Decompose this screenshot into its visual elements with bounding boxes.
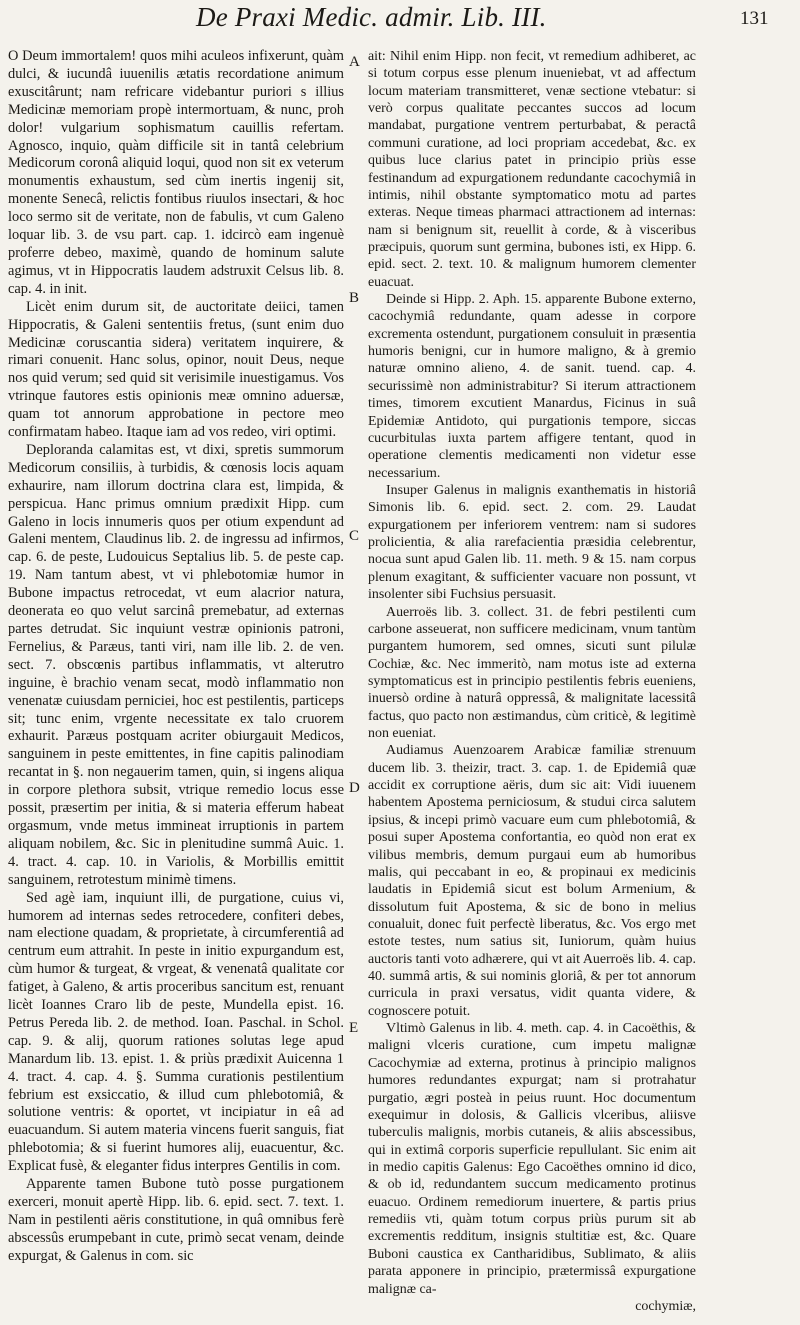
paragraph: Deinde si Hipp. 2. Aph. 15. apparente Bubone externo, cacochymiâ redundante, quam adesse in corpore excrementa ostendunt, purgationem consuluit in præsentia humoris benigni, cur in humore maligno, & à gremio naturæ omnino alieno, 4. de sanit. tuend. cap. 4. securissimè non administrabitur? Si iterum attractionem times, timorem excutient Manardus, Ficinus in suâ Epidemiæ Antidoto, qui purgationis tempore, siccas cucurbitulas iuxta partem affigere tentant, quod in operatione clementis medicamenti non videtur esse necessarium. xyxy=(368,292,696,481)
running-title: De Praxi Medic. admir. Lib. III. xyxy=(196,2,547,32)
margin-letter-b: B xyxy=(349,290,360,306)
paragraph: Licèt enim durum sit, de auctoritate deiici, tamen Hippocratis, & Galeni sententiis fretus, (sunt enim duo Medicinæ coruscantia sidera) veritatem inquirere, & rimari conuenit. Hanc solus, opinor, nouit Deus, neque nos quid verum; sed quid sit verisimile inuestigamus. Vos vtrinque fautores estis opinionis meæ omnino aduersæ, quam tot annorum approbatione in pectore meo confirmatam habeo. Itaque iam ad vos redeo, viri optimi. xyxy=(8,298,344,441)
catchword: cochymiæ, xyxy=(635,1298,696,1314)
paragraph: O Deum immortalem! quos mihi aculeos infixerunt, quàm dulci, & iucundâ iuuenilis ætatis recordatione animum exuscitârunt; nam refricare videbantur puriori s illius Medicinæ memoriam propè intermortuam, & nunc, proh dolor! vulgarium sophismatum cauillis refertam. Agnosco, inquio, quàm difficile sit in tantâ celebrium Medicorum coronâ aliquid loqui, quod non sit ex veterum monumentis exhaustum, sed cùm inertis ingenij sit, monente Senecâ, relictis fontibus riuulos insectari, & hoc loco sermo sit de veritate, non de fabulis, vt cum Galeno loquar lib. 3. de vsu part. cap. 1. idcircò eam ingenuè proferre debeo, maximè, quando de hominum salute agimus, vt in Hippocratis laudem adstruxit Celsus lib. 8. cap. 4. in init. xyxy=(8,48,344,297)
margin-letter-e: E xyxy=(349,1020,359,1036)
page-number: 131 xyxy=(740,8,769,29)
paragraph: Sed agè iam, inquiunt illi, de purgatione, cuius vi, humorem ad internas sedes retrocedere, confiteri debes, nam electione quadam, & proprietate, à circumferentiâ ad centrum eum attrahit. In peste in initio expurgandum est, cùm humor & turgeat, & vrgeat, & venenatâ qualitate cor fatiget, à Galeno, & artis proceribus sancitum est, renuant licèt Ioannes Craro lib de peste, Mundella epist. 16. Petrus Pereda lib. 2. de method. Ioan. Paschal. in Schol. cap. 9. & alij, quorum rationes solutas lege apud Manardum lib. 13. epist. 1. & priùs prædixit Auicenna 1 4. tract. 4. cap. 4. §. Summa curationis pestilentium febrium est exsiccatio, & illud cum phlebotomiâ, & solutione ventris: & oportet, vt incipiatur in eâ ad euacuandum. Si autem materia vincens fuerit sanguis, fiat phlebotomia; & si fuerint humores alij, euacuentur, &c. Explicat fusè, & eleganter fidus interpres Gentilis in com. xyxy=(8,889,344,1175)
margin-letter-a: A xyxy=(349,54,360,70)
paragraph: Audiamus Auenzoarem Arabicæ familiæ strenuum ducem lib. 3. theizir, tract. 3. cap. 1. de Epidemiâ quæ accidit ex corruptione aëris, dum sic ait: Vidi iuuenem habentem Apostema perniciosum, & studui circa salutem ipsius, & incepi primò vacuare eum cum phlebotomiâ, & posui super Apostema confortantia, eo quòd non erat ex vilibus membris, demum purgaui eum ab humoribus malis, qui peccabant in eo, & propinaui ex medicinis laudatis in Epidemiâ sicut est bolum Armenium, & dissolutum fuit Apostema, & sic de bono in melius conualuit, donec fuit perfectè liberatus, &c. Vos ergo met estote testes, num satius sit, Iuniorum, quàm huius auctoris tanti voto adhærere, qui vt ait Auerroës lib. 4. cap. 40. summâ artis, & sui nominis gloriâ, & per tot annorum curricula in praxi versatus, vidit quanta videre, & cognoscere potuit. xyxy=(368,743,696,1019)
paragraph: Vltimò Galenus in lib. 4. meth. cap. 4. in Cacoëthis, & maligni vlceris curatione, cum impetu malignæ Cacochymiæ ad externa, protinus à principio malignos humores redundantes expurgat; nam si protrahatur purgatio, ægri posteà in peius ruunt. Hoc documentum exequimur in dolosis, & Gallicis vlceribus, aliisve tuberculis malignis, morbis cutaneis, & aliis abscessibus, qui in extimâ corporis superficie repullulant. Sic enim ait in medio capitis Galenus: Ego Cacoëthes omnino id dico, & ob id, redundantem succum medicamento protinus euacuo. Ordinem remediorum inuertere, & partis prius remediis vti, quàm totum corpus priùs purum sit ab excrementis redditum, insignis stultitiæ est, &c. Quare Buboni caustica ex Cantharidibus, Sublimato, & aliis parata apponere in principio, prætermissâ expurgatione malignæ ca- xyxy=(368,1021,696,1297)
paragraph: Apparente tamen Bubone tutò posse purgationem exerceri, monuit apertè Hipp. lib. 6. epid. sect. 7. text. 1. Nam in pestilenti aëris constitutione, in quâ omnibus ferè abscessûs erumpebant in cute, primò secat venam, deinde expurgat, & Galenus in com. sic xyxy=(8,1176,344,1264)
paragraph: Auerroës lib. 3. collect. 31. de febri pestilenti cum carbone asseuerat, non sufficere medicinam, vnum tantùm purgantem humorem, sed omnes, sicuti sunt pilulæ Cochiæ, &c. Nec immeritò, nam motus iste ad externa symptomaticus est in principio pestilentis febris eueniens, inuersò ordine à naturâ oppressâ, & malignitate lacessitâ factus, quo pacto non æstimandus, cùm criticè, & legitimè non eueniat. xyxy=(368,604,696,742)
running-header xyxy=(0,2,800,38)
left-column xyxy=(8,48,344,1266)
paragraph: Insuper Galenus in malignis exanthematis in historiâ Simonis lib. 6. epid. sect. 2. com. 29. Laudat expurgationem per inferiorem ventrem: nam si sudores prolicientia, & alia rarefacientia præsidia celebrentur, nocua sunt apud Galen lib. 11. meth. 9 & 15. nam corpus plenum exagitant, & sufficienter vacuare non possunt, vt insolenter sibi Fuchsius persuasit. xyxy=(368,482,696,603)
paragraph: ait: Nihil enim Hipp. non fecit, vt remedium adhiberet, ac si totum corpus esse plenum inueniebat, vt ad affectum locum materiam transmitteret, venæ sectione vtebatur: si verò corpus qualitate peccantes succos ad locum mandabat, purgatione ventrem perturbabat, & peractâ communi curatione, ad loci propriam accedebat, &c. ex quibus luce clarius patet in principio priùs esse festinandum ad expurgationem redundante cacochymiâ in intimis, nihil obstante symptomatico motu ad partes exteras. Neque timeas pharmaci attractionem ad internas: nam si benignum sit, reuellit à corde, & à visceribus præcipuis, quorum sunt germina, bubones isti, ex Hipp. 6. epid. sect. 2. text. 10. & malignum humorem clementer euacuat. xyxy=(368,49,696,290)
right-column xyxy=(368,48,696,1315)
margin-letter-c: C xyxy=(349,528,360,544)
margin-letter-d: D xyxy=(349,780,360,796)
paragraph: Deploranda calamitas est, vt dixi, spretis summorum Medicorum consiliis, à turbidis, & cœnosis locis aquam exhaurire, nam illorum doctrina clara est, limpida, & perspicua. Hanc primus omnium prædixit Hipp. cum Galeno in locis innumeris quos per otium expendunt ad Galeni mentem, Claudinus lib. 2. de ingressu ad infirmos, cap. 6. de peste, Ludouicus Septalius lib. 5. de peste cap. 19. Nam tantum abest, vt vi phlebotomiæ humor in Bubone impactus retrocedat, vt eum alacrior natura, deonerata eo quo velut sarcinâ premebatur, ad externas partes detrudat. Sic inquiunt vestræ opinionis patroni, Fernelius, & Paræus, tanti viri, nam ille lib. 2. de ven. sect. 7. obscœnis partibus inflammatis, vt alterutro inguine, è brachio venam secat, modò inflammatio non venenatæ cuiusdam perniciei, hoc est pestilentis, particeps sit; tunc enim, vrgente necessitate ex talo cruorem exhaurit. Paræus postquam acriter obiurgauit Medicos, sanguinem in peste emittentes, in fine capitis palinodiam recantat in §. non negauerim tamen, quin, si ingens aliqua in corpore plethora subsit, vtrique remedio locus esse possit, præsertim per initia, & si materia efferum habeat orgasmum, vnde metus immineat irruptionis in partem aliquam nobilem, &c. Sic in plenitudine summâ Auic. 1. 4. tract. 4. cap. 10. in Variolis, & Morbillis emittit sanguinem, retrotestum minimè timens. xyxy=(8,441,344,888)
